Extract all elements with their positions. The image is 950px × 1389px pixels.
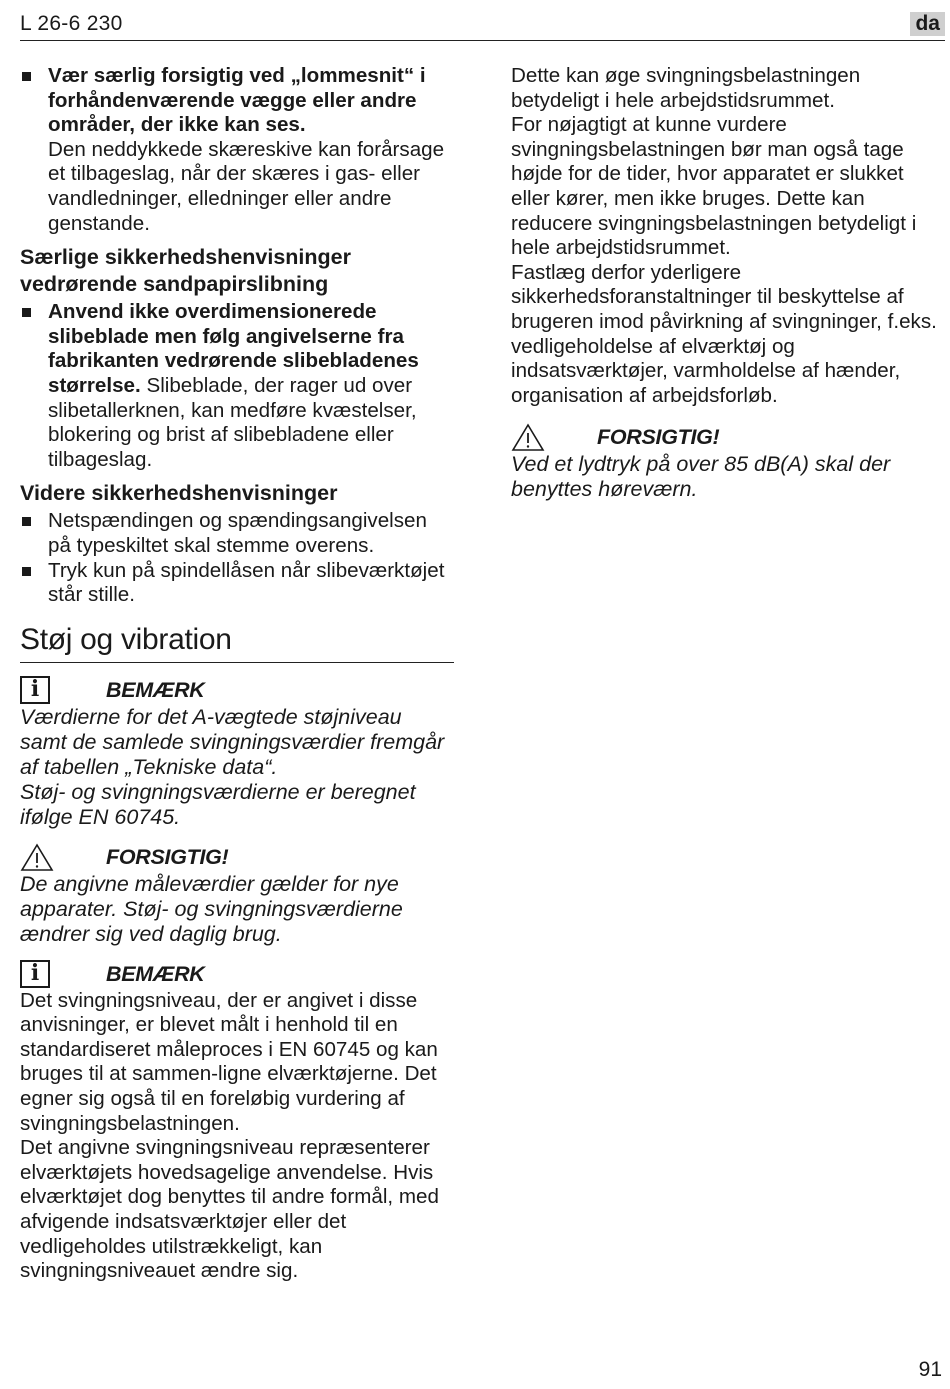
bullet-square-icon [22, 517, 31, 526]
bullet-square-icon [22, 567, 31, 576]
notice-title: FORSIGTIG! [597, 425, 720, 450]
paragraph-measures: Fastlæg derfor yderligere sikkerhedsforanstaltninger til beskyttelse af brugeren imod påvirkning af svingninger, f.eks. vedligeholdelse af elværktøj og indsatsværktøjer, varmholdelse af hænder, organisation af arbejdsforløb. [511, 260, 937, 407]
heading-further-safety: Videre sikkerhedshenvisninger [20, 481, 338, 506]
bullet-body-text: Slibeblade, der rager ud over slibetallerknen, kan medføre kvæstelser, blokering og brist af slibebladene eller tilbageslag. [48, 373, 417, 471]
right-column [511, 64, 945, 502]
notice-info-2 [20, 959, 454, 1284]
paragraph-vibration-use: Det angivne svingningsniveau repræsenterer elværktøjets hovedsagelige anvendelse. Hvis elværktøjet dog benyttes til andre formål, med afvigende indsatsværktøjer eller det vedligeholdes utilstrækkeligt, kan svingningsniveauet ændre sig. [20, 1136, 439, 1283]
model-number: L 26-6 230 [20, 12, 123, 35]
paragraph-load-increase: Dette kan øge svingningsbelastningen betydeligt i hele arbejdstidsrummet. [511, 64, 861, 112]
paragraph-assessment: For nøjagtigt at kunne vurdere svingningsbelastningen bør man også tage højde for de tider, hvor apparatet er slukket eller kører, men ikke bruges. Dette kan reducere svingningsbelastningen betydeligt i hele arbejdstidsrummet. [511, 113, 917, 260]
notice-text: De angivne måleværdier gælder for nye apparater. Støj- og svingningsværdierne ændrer sig ved daglig brug. [20, 871, 403, 946]
notice-caution-hearing [511, 422, 945, 502]
notice-title: BEMÆRK [106, 961, 205, 986]
notice-title: BEMÆRK [106, 677, 205, 702]
section-title-noise-vibration: Støj og vibration [20, 620, 454, 663]
bullet-pocket-cut [20, 64, 454, 138]
bullet-bold-text: Anvend ikke overdimensionerede slibeblade men følg angivelserne fra fabrikanten vedrørende slibebladenes størrelse. [48, 300, 419, 397]
page-header [20, 8, 945, 41]
bullet-mains-voltage [20, 509, 454, 558]
notice-caution-1 [20, 842, 454, 947]
notice-info-1 [20, 675, 454, 830]
bullet-square-icon [22, 308, 31, 317]
info-icon: i [20, 676, 50, 704]
notice-text: Ved et lydtryk på over 85 dB(A) skal der benyttes høreværn. [511, 452, 891, 502]
bullet-square-icon [22, 72, 31, 81]
heading-sanding: Særlige sikkerhedshenvisninger vedrørende sandpapirslibning [20, 245, 351, 297]
notice-text: Værdierne for det A-vægtede støjniveau samt de samlede svingningsværdier fremgår af tabellen „Tekniske data“. [20, 704, 445, 779]
bullet-bold-text: Vær særlig forsigtig ved „lommesnit“ i forhåndenværende vægge eller andre områder, der ikke kan ses. [48, 64, 426, 137]
bullet-sanding-sheets [20, 300, 454, 472]
info-icon: i [20, 960, 50, 988]
language-badge: da [910, 12, 945, 36]
warning-triangle-icon [20, 843, 54, 872]
bullet-body-text: Den neddykkede skæreskive kan forårsage et tilbageslag, når der skæres i gas- eller vandledninger, elledninger eller andre genstande. [48, 137, 445, 235]
bullet-spindle-lock [20, 559, 454, 608]
notice-title: FORSIGTIG! [106, 844, 229, 869]
paragraph-vibration-level: Det svingningsniveau, der er angivet i disse anvisninger, er blevet målt i henhold til en standardiseret måleproces i EN 60745 og kan bruges til at sammen-ligne elværktøjerne. Det egner sig også til en foreløbig vurdering af svingningsbelastningen. [20, 988, 438, 1135]
page-number: 91 [918, 1358, 942, 1381]
bullet-text: Tryk kun på spindellåsen når slibeværktøjet står stille. [48, 558, 445, 607]
left-column [20, 64, 454, 1284]
notice-text-2: Støj- og svingningsværdierne er beregnet ifølge EN 60745. [20, 779, 416, 829]
warning-triangle-icon [511, 423, 545, 452]
bullet-text: Netspændingen og spændingsangivelsen på typeskiltet skal stemme overens. [48, 509, 427, 557]
